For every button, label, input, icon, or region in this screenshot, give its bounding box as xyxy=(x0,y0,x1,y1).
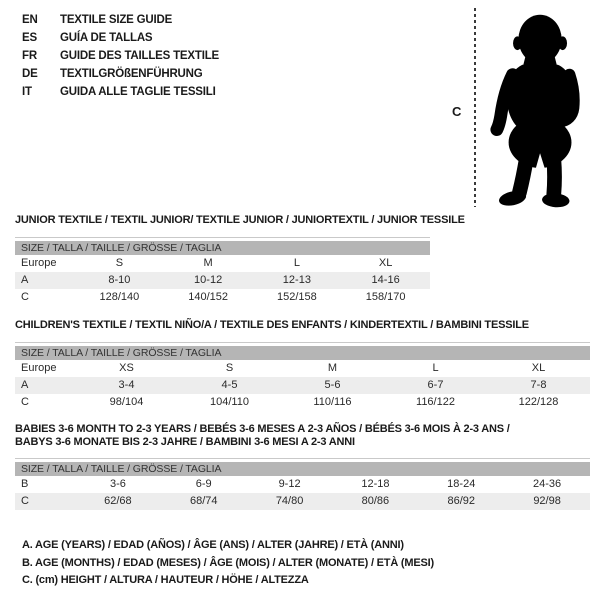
table-cell: 8-10 xyxy=(108,274,131,286)
table-cell: M xyxy=(203,257,213,269)
children-size-table xyxy=(15,319,590,411)
table-cell: XL xyxy=(378,257,393,269)
table-cell: 68/74 xyxy=(189,495,218,507)
row-label: Europe xyxy=(21,362,57,374)
table-row xyxy=(15,476,590,493)
table-cell: 12-18 xyxy=(361,478,390,490)
table-cell: 14-16 xyxy=(371,274,400,286)
height-label-c: C xyxy=(452,104,462,119)
legend-line-a: A. AGE (YEARS) / EDAD (AÑOS) / ÂGE (ANS) / ALTER (JAHRE) / ETÀ (ANNI) xyxy=(22,539,404,551)
table-cell: 122/128 xyxy=(518,396,559,408)
language-row xyxy=(22,65,219,83)
table-top-rule xyxy=(15,458,590,459)
language-list xyxy=(22,11,219,101)
toddler-silhouette-icon xyxy=(487,8,597,210)
language-row xyxy=(22,83,219,101)
table-cell: 9-12 xyxy=(278,478,301,490)
table-cell: L xyxy=(432,362,439,374)
table-cell: 140/152 xyxy=(188,291,228,303)
row-label: C xyxy=(21,495,29,507)
table-cell: 7-8 xyxy=(530,379,547,391)
row-label: C xyxy=(21,396,29,408)
table-cell: 6-9 xyxy=(195,478,212,490)
table-cell: L xyxy=(293,257,300,269)
table-body xyxy=(15,255,430,306)
table-cell: 104/110 xyxy=(210,396,249,408)
table-title xyxy=(15,423,590,449)
table-title-line: JUNIOR TEXTILE / TEXTIL JUNIOR/ TEXTILE JUNIOR / JUNIORTEXTIL / JUNIOR TESSILE xyxy=(15,214,465,226)
table-cell: 158/170 xyxy=(365,291,406,303)
table-cell: 3-4 xyxy=(118,379,135,391)
table-size-header: SIZE / TALLA / TAILLE / GRÖSSE / TAGLIA xyxy=(15,346,590,360)
language-code: IT xyxy=(22,86,32,98)
language-code: FR xyxy=(22,50,37,62)
table-row xyxy=(15,360,590,377)
language-title: GUIDA ALLE TAGLIE TESSILI xyxy=(60,86,216,98)
table-size-header: SIZE / TALLA / TAILLE / GRÖSSE / TAGLIA xyxy=(15,462,590,476)
table-cell: XS xyxy=(119,362,134,374)
table-body xyxy=(15,476,590,510)
table-top-rule xyxy=(15,237,430,238)
table-size-header: SIZE / TALLA / TAILLE / GRÖSSE / TAGLIA xyxy=(15,241,430,255)
table-row xyxy=(15,255,430,272)
table-cell: 152/158 xyxy=(276,291,317,303)
table-cell: S xyxy=(225,362,234,374)
legend-line-b: B. AGE (MONTHS) / EDAD (MESES) / ÂGE (MOIS) / ALTER (MONATE) / ETÀ (MESI) xyxy=(22,556,434,569)
row-label: C xyxy=(21,291,29,303)
language-title: TEXTILGRÖßENFÜHRUNG xyxy=(60,68,203,80)
language-code: ES xyxy=(22,32,37,44)
language-row xyxy=(22,29,219,47)
table-row xyxy=(15,394,590,411)
table-cell: 98/104 xyxy=(109,396,144,408)
table-cell: XL xyxy=(531,362,546,374)
legend-line-c: C. (cm) HEIGHT / ALTURA / HAUTEUR / HÖHE / ALTEZZA xyxy=(22,574,309,586)
table-cell: 92/98 xyxy=(533,495,561,507)
language-row xyxy=(22,11,219,29)
language-code: EN xyxy=(22,14,38,26)
row-label: A xyxy=(21,274,29,286)
table-cell: 116/122 xyxy=(416,396,455,408)
table-cell: 80/86 xyxy=(361,495,390,507)
table-cell: 6-7 xyxy=(427,379,444,391)
row-label: B xyxy=(21,478,29,490)
language-title: TEXTILE SIZE GUIDE xyxy=(60,14,173,26)
table-cell: 24-36 xyxy=(533,478,562,490)
table-row xyxy=(15,493,590,510)
table-body xyxy=(15,360,590,411)
table-title-line: BABIES 3-6 MONTH TO 2-3 YEARS / BEBÉS 3-6 MESES A 2-3 AÑOS / BÉBÉS 3-6 MOIS À 2-3 ANS / xyxy=(15,423,510,435)
junior-size-table xyxy=(15,214,465,306)
table-row xyxy=(15,272,430,289)
table-title xyxy=(15,319,590,332)
language-code: DE xyxy=(22,68,38,80)
table-cell: M xyxy=(327,362,338,374)
table-title-line: CHILDREN'S TEXTILE / TEXTIL NIÑO/A / TEXTILE DES ENFANTS / KINDERTEXTIL / BAMBINI TESSILE xyxy=(15,319,529,331)
table-cell: 10-12 xyxy=(194,274,223,286)
language-title: GUÍA DE TALLAS xyxy=(60,32,153,44)
table-cell: 62/68 xyxy=(104,495,132,507)
table-title-line: BABYS 3-6 MONATE BIS 2-3 JAHRE / BAMBINI 3-6 MESI A 2-3 ANNI xyxy=(15,436,355,448)
table-cell: 12-13 xyxy=(282,274,311,286)
table-cell: 4-5 xyxy=(221,379,238,391)
table-cell: 74/80 xyxy=(275,495,304,507)
table-cell: 110/116 xyxy=(313,396,352,408)
legend xyxy=(22,537,434,590)
table-cell: 86/92 xyxy=(447,495,475,507)
language-row xyxy=(22,47,219,65)
language-title: GUIDE DES TAILLES TEXTILE xyxy=(60,50,219,62)
row-label: Europe xyxy=(21,257,57,269)
table-cell: 128/140 xyxy=(99,291,140,303)
table-cell: S xyxy=(115,257,124,269)
table-title xyxy=(15,214,465,227)
table-cell: 5-6 xyxy=(324,379,341,391)
table-top-rule xyxy=(15,342,590,343)
table-row xyxy=(15,289,430,306)
table-row xyxy=(15,377,590,394)
row-label: A xyxy=(21,379,29,391)
height-dashed-line xyxy=(474,8,476,207)
babies-size-table xyxy=(15,423,590,510)
table-cell: 3-6 xyxy=(109,478,126,490)
table-cell: 18-24 xyxy=(447,478,476,490)
